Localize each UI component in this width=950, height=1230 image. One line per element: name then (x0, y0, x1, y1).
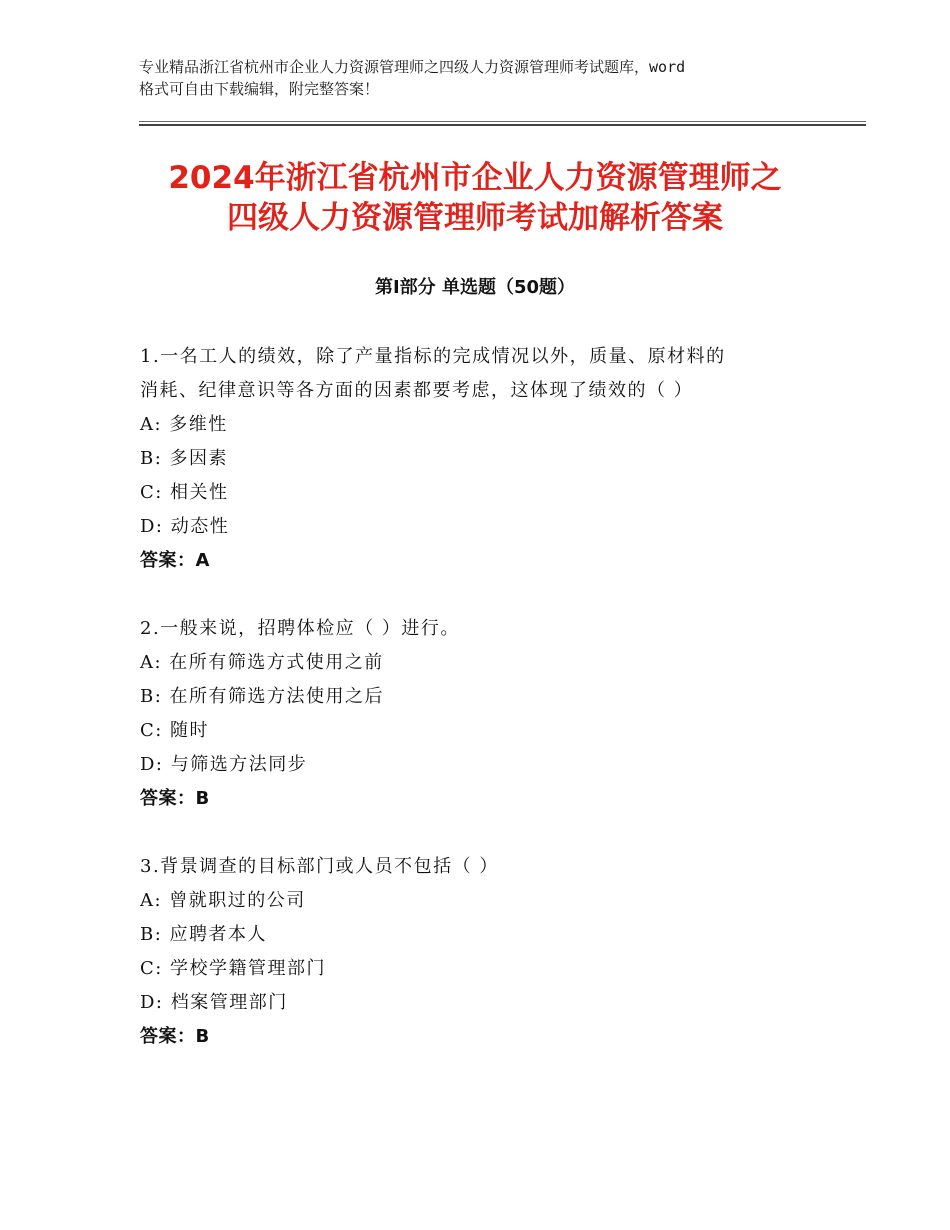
header-note-line: 格式可自由下载编辑，附完整答案！ (139, 80, 380, 98)
title-line: 四级人力资源管理师考试加解析答案 (227, 200, 723, 236)
header-note-line: 专业精品浙江省杭州市企业人力资源管理师之四级人力资源管理师考试题库，word (139, 58, 686, 76)
header-divider-thin (139, 121, 866, 122)
question-block (140, 612, 820, 816)
question-list (140, 340, 820, 1088)
option-d: D: 档案管理部门 (140, 992, 288, 1013)
option-a: A: 多维性 (140, 414, 228, 435)
header-note (139, 56, 839, 100)
question-stem: 1.一名工人的绩效，除了产量指标的完成情况以外，质量、原材料的 (140, 346, 726, 367)
option-a: A: 曾就职过的公司 (140, 890, 306, 911)
option-b: B: 多因素 (140, 448, 229, 469)
option-b: B: 在所有筛选方法使用之后 (140, 686, 385, 707)
answer-line: 答案：B (140, 788, 210, 809)
question-stem: 消耗、纪律意识等各方面的因素都要考虑，这体现了绩效的（ ） (140, 380, 694, 401)
question-stem: 3.背景调查的目标部门或人员不包括（ ） (140, 856, 499, 877)
option-c: C: 随时 (140, 720, 210, 741)
answer-line: 答案：A (140, 550, 210, 571)
question-block (140, 850, 820, 1054)
answer-line: 答案：B (140, 1026, 210, 1047)
option-c: C: 相关性 (140, 482, 229, 503)
section-heading: 第Ⅰ部分 单选题（50题） (374, 277, 575, 298)
title-line: 2024年浙江省杭州市企业人力资源管理师之 (168, 160, 782, 196)
question-stem: 2.一般来说，招聘体检应（ ）进行。 (140, 618, 460, 639)
option-b: B: 应聘者本人 (140, 924, 268, 945)
option-d: D: 动态性 (140, 516, 230, 537)
option-a: A: 在所有筛选方式使用之前 (140, 652, 384, 673)
question-block (140, 340, 820, 578)
option-c: C: 学校学籍管理部门 (140, 958, 327, 979)
document-title (100, 158, 850, 238)
option-d: D: 与筛选方法同步 (140, 754, 308, 775)
header-divider-thick (139, 124, 866, 126)
